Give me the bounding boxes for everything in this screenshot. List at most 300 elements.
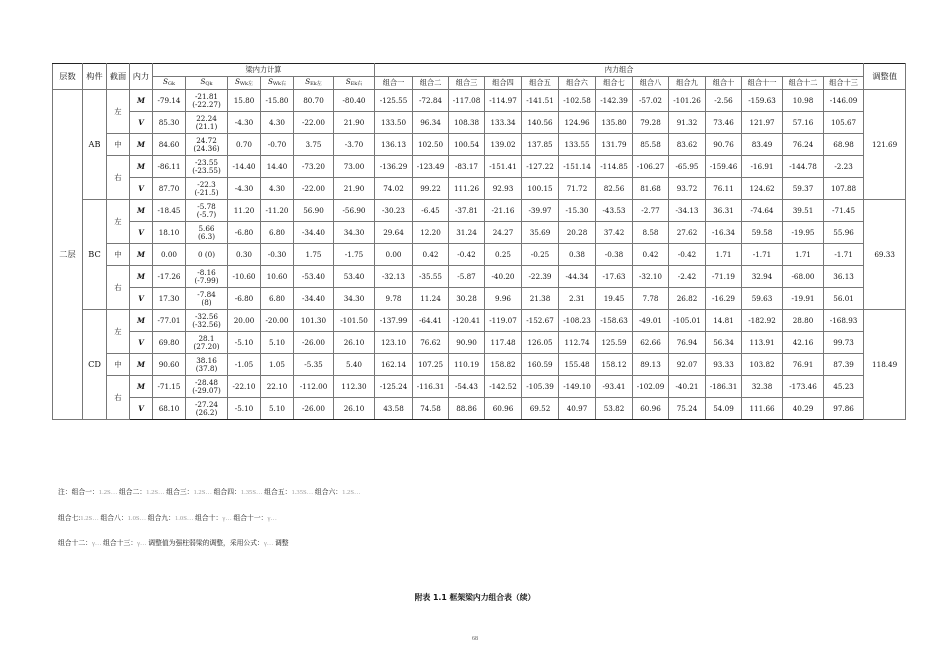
ek-right-cell: 53.40 — [334, 266, 375, 288]
ek-left-cell: -26.00 — [294, 332, 334, 354]
adjust-cell: 121.69 — [864, 90, 906, 200]
table-row — [53, 310, 906, 332]
combo-cell: -101.26 — [669, 90, 706, 112]
section-cell: 左 — [107, 90, 130, 134]
adjust-header: 调整值 — [864, 64, 906, 90]
combo-cell: -136.29 — [375, 156, 413, 178]
combo-cell: -125.55 — [375, 90, 413, 112]
formula-text: 1.2S… — [342, 489, 361, 496]
combo-cell: 107.88 — [824, 178, 864, 200]
combo-cell: -74.64 — [742, 200, 783, 222]
force-cell: M — [130, 310, 153, 332]
formula-text: 1.2S… — [146, 489, 167, 496]
section-cell: 中 — [107, 134, 130, 156]
formula-text: γ… — [222, 515, 234, 522]
table-row — [53, 332, 906, 354]
combo-cell: -65.95 — [669, 156, 706, 178]
gk-cell: 0.00 — [153, 244, 186, 266]
force-cell: V — [130, 178, 153, 200]
wk-right-cell: 5.10 — [261, 398, 294, 420]
wk-left-cell: -6.80 — [228, 288, 261, 310]
qk-alt-value: (26.2) — [195, 407, 218, 417]
combo-cell: -15.30 — [559, 200, 596, 222]
combo-cell: 93.33 — [706, 354, 742, 376]
gk-cell: 68.10 — [153, 398, 186, 420]
combo-cell: -49.01 — [633, 310, 669, 332]
note-text: 组合八： — [100, 515, 128, 522]
combo-cell: 68.98 — [824, 134, 864, 156]
combo-cell: -68.00 — [783, 266, 824, 288]
combo-cell: 43.58 — [375, 398, 413, 420]
gk-cell: -86.11 — [153, 156, 186, 178]
combo-cell: -40.20 — [485, 266, 522, 288]
combo-cell: 59.37 — [783, 178, 824, 200]
calc-col-subscript: Gk — [167, 81, 175, 88]
combo-cell: 0.25 — [485, 244, 522, 266]
table-row — [53, 288, 906, 310]
combo-cell: -16.34 — [706, 222, 742, 244]
wk-left-cell: -1.05 — [228, 354, 261, 376]
combo-cell: 40.97 — [559, 398, 596, 420]
combo-cell: 91.32 — [669, 112, 706, 134]
combo-cell: 36.13 — [824, 266, 864, 288]
qk-cell — [186, 354, 228, 376]
calc-col-header — [261, 77, 294, 90]
combo-cell: 93.72 — [669, 178, 706, 200]
qk-alt-value: (-32.56) — [192, 319, 221, 329]
force-cell: M — [130, 134, 153, 156]
combo-cell: 139.02 — [485, 134, 522, 156]
section-cell: 中 — [107, 354, 130, 376]
section-cell: 左 — [107, 200, 130, 244]
combo-cell: -159.46 — [706, 156, 742, 178]
table-row — [53, 354, 906, 376]
qk-value: 24.72 — [196, 135, 217, 145]
combo-cell: 26.82 — [669, 288, 706, 310]
note-text: 组合五： — [264, 489, 292, 496]
formula-text: 1.2S… — [193, 489, 214, 496]
combo-cell: -37.81 — [449, 200, 485, 222]
combo-cell: 76.24 — [783, 134, 824, 156]
combo-cell: -71.19 — [706, 266, 742, 288]
combo-cell: -72.84 — [413, 90, 449, 112]
calc-col-subscript: Ek左 — [310, 81, 322, 88]
combo-cell: 108.38 — [449, 112, 485, 134]
qk-cell — [186, 222, 228, 244]
calc-col-header — [294, 77, 334, 90]
section-cell: 中 — [107, 244, 130, 266]
combo-col-header: 组合十三 — [824, 77, 864, 90]
combo-cell: 19.45 — [596, 288, 633, 310]
combo-cell: -19.91 — [783, 288, 824, 310]
combo-cell: -43.53 — [596, 200, 633, 222]
qk-cell — [186, 244, 228, 266]
table-row — [53, 90, 906, 112]
table-row — [53, 266, 906, 288]
calc-col-subscript: Wk左 — [239, 81, 254, 88]
combo-cell: 126.05 — [522, 332, 559, 354]
combo-cell: 76.94 — [669, 332, 706, 354]
combo-cell: 36.31 — [706, 200, 742, 222]
calc-col-header — [334, 77, 375, 90]
qk-value: 5.66 — [198, 223, 215, 233]
qk-cell — [186, 310, 228, 332]
combo-cell: -21.16 — [485, 200, 522, 222]
note-text: 组合四： — [213, 489, 241, 496]
combo-cell: -114.85 — [596, 156, 633, 178]
calc-col-header — [153, 77, 186, 90]
combo-cell: 90.76 — [706, 134, 742, 156]
combo-cell: -64.41 — [413, 310, 449, 332]
ek-left-cell: 3.75 — [294, 134, 334, 156]
combo-cell: -106.27 — [633, 156, 669, 178]
combo-cell: 90.90 — [449, 332, 485, 354]
combo-cell: 2.31 — [559, 288, 596, 310]
combo-col-header: 组合十 — [706, 77, 742, 90]
combo-cell: -54.43 — [449, 376, 485, 398]
combo-cell: -168.93 — [824, 310, 864, 332]
combo-cell: -151.41 — [485, 156, 522, 178]
combo-cell: 53.82 — [596, 398, 633, 420]
combo-cell: -44.34 — [559, 266, 596, 288]
member-cell: AB — [83, 90, 107, 200]
combo-cell: 14.81 — [706, 310, 742, 332]
force-cell: V — [130, 398, 153, 420]
note-line-3 — [58, 537, 289, 547]
adjust-cell: 69.33 — [864, 200, 906, 310]
wk-right-cell: 4.30 — [261, 178, 294, 200]
combo-cell: 103.82 — [742, 354, 783, 376]
qk-cell — [186, 156, 228, 178]
combo-cell: -34.13 — [669, 200, 706, 222]
note-line-2 — [58, 512, 277, 522]
qk-alt-value: (-5.7) — [196, 209, 217, 219]
combo-cell: 110.19 — [449, 354, 485, 376]
combo-cell: 0.38 — [559, 244, 596, 266]
combo-cell: -71.45 — [824, 200, 864, 222]
combo-cell: 37.42 — [596, 222, 633, 244]
combo-cell: -173.46 — [783, 376, 824, 398]
combo-cell: 117.48 — [485, 332, 522, 354]
combo-cell: 85.58 — [633, 134, 669, 156]
formula-text: 1.0S… — [127, 515, 148, 522]
ek-right-cell: -56.90 — [334, 200, 375, 222]
combo-cell: -137.99 — [375, 310, 413, 332]
table-row — [53, 222, 906, 244]
combo-cell: -2.42 — [669, 266, 706, 288]
combo-cell: 32.38 — [742, 376, 783, 398]
qk-cell — [186, 200, 228, 222]
combo-cell: 133.50 — [375, 112, 413, 134]
note-text: 组合七: — [58, 515, 81, 522]
force-cell: M — [130, 266, 153, 288]
wk-left-cell: 11.20 — [228, 200, 261, 222]
combo-cell: -0.42 — [449, 244, 485, 266]
combo-cell: 42.16 — [783, 332, 824, 354]
member-header: 构件 — [83, 64, 107, 90]
combo-cell: 102.50 — [413, 134, 449, 156]
formula-text: 1.35S… — [291, 489, 315, 496]
note-text: 组合六： — [314, 489, 343, 496]
force-cell: M — [130, 156, 153, 178]
combo-cell: -105.39 — [522, 376, 559, 398]
ek-left-cell: -34.40 — [294, 288, 334, 310]
beam-force-combination-table — [52, 63, 906, 420]
qk-value: -32.56 — [194, 311, 218, 321]
wk-right-cell: -15.80 — [261, 90, 294, 112]
force-cell: V — [130, 222, 153, 244]
combo-cell: 121.97 — [742, 112, 783, 134]
combo-cell: 0.00 — [375, 244, 413, 266]
combo-cell: -149.10 — [559, 376, 596, 398]
qk-cell — [186, 288, 228, 310]
ek-right-cell: 34.30 — [334, 222, 375, 244]
qk-value: 22.24 — [196, 113, 217, 123]
combo-cell: 83.62 — [669, 134, 706, 156]
combo-cell: 96.34 — [413, 112, 449, 134]
combo-cell: 113.91 — [742, 332, 783, 354]
combo-cell: 162.14 — [375, 354, 413, 376]
ek-right-cell: -101.50 — [334, 310, 375, 332]
combo-cell: -105.01 — [669, 310, 706, 332]
floor-header: 层数 — [53, 64, 83, 90]
combo-cell: -144.78 — [783, 156, 824, 178]
combo-cell: 31.24 — [449, 222, 485, 244]
combo-cell: 158.12 — [596, 354, 633, 376]
force-header: 内力 — [130, 64, 153, 90]
wk-right-cell: 14.40 — [261, 156, 294, 178]
ek-right-cell: 21.90 — [334, 112, 375, 134]
wk-left-cell: -10.60 — [228, 266, 261, 288]
combo-cell: 99.73 — [824, 332, 864, 354]
qk-value: 0 (0) — [197, 249, 216, 259]
combo-cell: -2.56 — [706, 90, 742, 112]
combo-cell: 81.68 — [633, 178, 669, 200]
combo-cell: 75.24 — [669, 398, 706, 420]
combo-cell: -125.24 — [375, 376, 413, 398]
combo-cell: 155.48 — [559, 354, 596, 376]
wk-left-cell: -6.80 — [228, 222, 261, 244]
combo-cell: -1.71 — [742, 244, 783, 266]
qk-value: 38.16 — [196, 355, 217, 365]
ek-right-cell: -80.40 — [334, 90, 375, 112]
ek-right-cell: 34.30 — [334, 288, 375, 310]
force-cell: M — [130, 244, 153, 266]
table-row — [53, 112, 906, 134]
header-row-2 — [53, 77, 906, 90]
combo-cell: 92.93 — [485, 178, 522, 200]
wk-right-cell: -0.30 — [261, 244, 294, 266]
combo-cell: -108.23 — [559, 310, 596, 332]
combo-group-header: 内力组合 — [375, 64, 864, 77]
combo-cell: 137.85 — [522, 134, 559, 156]
combo-cell: -32.13 — [375, 266, 413, 288]
combo-col-header: 组合十一 — [742, 77, 783, 90]
combo-cell: 54.09 — [706, 398, 742, 420]
qk-alt-value: (37.8) — [195, 363, 218, 373]
combo-cell: -152.67 — [522, 310, 559, 332]
table-caption: 附表 1.1 框架梁内力组合表（续） — [414, 593, 536, 602]
wk-left-cell: -4.30 — [228, 112, 261, 134]
force-cell: M — [130, 376, 153, 398]
calc-col-header — [186, 77, 228, 90]
combo-cell: -57.02 — [633, 90, 669, 112]
table-row — [53, 200, 906, 222]
ek-right-cell: -3.70 — [334, 134, 375, 156]
combo-cell: 11.24 — [413, 288, 449, 310]
qk-value: -23.55 — [194, 157, 218, 167]
wk-left-cell: 0.70 — [228, 134, 261, 156]
combo-cell: 0.42 — [413, 244, 449, 266]
qk-alt-value: (-7.99) — [194, 275, 219, 285]
ek-left-cell: -5.35 — [294, 354, 334, 376]
combo-col-header: 组合二 — [413, 77, 449, 90]
ek-right-cell: 26.10 — [334, 398, 375, 420]
combo-cell: 10.98 — [783, 90, 824, 112]
combo-cell: 105.67 — [824, 112, 864, 134]
combo-cell: -142.39 — [596, 90, 633, 112]
combo-cell: 1.71 — [783, 244, 824, 266]
combo-cell: 28.80 — [783, 310, 824, 332]
combo-cell: 76.11 — [706, 178, 742, 200]
combo-cell: 12.20 — [413, 222, 449, 244]
combo-cell: 74.02 — [375, 178, 413, 200]
combo-cell: -35.55 — [413, 266, 449, 288]
combo-cell: 8.58 — [633, 222, 669, 244]
combo-col-header: 组合九 — [669, 77, 706, 90]
combo-cell: -119.07 — [485, 310, 522, 332]
combo-cell: 133.34 — [485, 112, 522, 134]
note-line-1 — [58, 486, 361, 496]
note-text: 调整 — [274, 540, 289, 547]
combo-cell: 97.86 — [824, 398, 864, 420]
note-text: 组合三： — [166, 489, 194, 496]
combo-cell: 111.66 — [742, 398, 783, 420]
member-cell: BC — [83, 200, 107, 310]
formula-text: 1.2S… — [80, 515, 101, 522]
combo-cell: 21.38 — [522, 288, 559, 310]
combo-cell: 39.51 — [783, 200, 824, 222]
combo-cell: 83.49 — [742, 134, 783, 156]
combo-cell: -186.31 — [706, 376, 742, 398]
qk-cell — [186, 266, 228, 288]
floor-cell: 二层 — [53, 90, 83, 420]
calc-col-symbol: S — [163, 77, 168, 87]
qk-alt-value: (-22.27) — [192, 99, 221, 109]
formula-text: γ… — [267, 515, 277, 522]
combo-cell: 73.46 — [706, 112, 742, 134]
wk-left-cell: -5.10 — [228, 332, 261, 354]
combo-cell: -116.31 — [413, 376, 449, 398]
combo-cell: 9.96 — [485, 288, 522, 310]
qk-alt-value: (6.3) — [197, 231, 216, 241]
calc-group-header: 梁内力计算 — [153, 64, 375, 77]
combo-cell: 135.80 — [596, 112, 633, 134]
force-cell: V — [130, 288, 153, 310]
combo-cell: -120.41 — [449, 310, 485, 332]
calc-col-symbol: S — [234, 77, 240, 87]
combo-cell: 99.22 — [413, 178, 449, 200]
combo-cell: -32.10 — [633, 266, 669, 288]
combo-cell: 24.27 — [485, 222, 522, 244]
combo-col-header: 组合十二 — [783, 77, 824, 90]
combo-cell: 9.78 — [375, 288, 413, 310]
force-cell: M — [130, 200, 153, 222]
ek-left-cell: 101.30 — [294, 310, 334, 332]
combo-cell: -93.41 — [596, 376, 633, 398]
combo-cell: 131.79 — [596, 134, 633, 156]
qk-alt-value: (8) — [201, 297, 212, 307]
member-cell: CD — [83, 310, 107, 420]
combo-cell: 136.13 — [375, 134, 413, 156]
ek-left-cell: -22.00 — [294, 178, 334, 200]
combo-cell: 123.10 — [375, 332, 413, 354]
combo-cell: 29.64 — [375, 222, 413, 244]
combo-cell: 124.96 — [559, 112, 596, 134]
qk-cell — [186, 112, 228, 134]
combo-cell: 88.86 — [449, 398, 485, 420]
force-cell: V — [130, 112, 153, 134]
adjust-cell: 118.49 — [864, 310, 906, 420]
force-cell: M — [130, 354, 153, 376]
combo-cell: 20.28 — [559, 222, 596, 244]
combo-cell: -39.97 — [522, 200, 559, 222]
combo-cell: 100.54 — [449, 134, 485, 156]
gk-cell: 87.70 — [153, 178, 186, 200]
qk-value: -28.48 — [194, 377, 218, 387]
qk-alt-value: (21.1) — [195, 121, 218, 131]
combo-cell: -123.49 — [413, 156, 449, 178]
note-text: 组合十二： — [58, 540, 92, 547]
ek-right-cell: 73.00 — [334, 156, 375, 178]
table-row — [53, 376, 906, 398]
combo-cell: -6.45 — [413, 200, 449, 222]
combo-cell: 71.72 — [559, 178, 596, 200]
combo-cell: -17.63 — [596, 266, 633, 288]
combo-cell: 7.78 — [633, 288, 669, 310]
wk-left-cell: 0.30 — [228, 244, 261, 266]
gk-cell: 18.10 — [153, 222, 186, 244]
combo-cell: -5.87 — [449, 266, 485, 288]
calc-col-subscript: Wk右 — [272, 81, 287, 88]
combo-cell: -158.63 — [596, 310, 633, 332]
section-cell: 右 — [107, 376, 130, 420]
formula-text: 1.35S… — [240, 489, 265, 496]
combo-col-header: 组合六 — [559, 77, 596, 90]
combo-cell: 79.28 — [633, 112, 669, 134]
combo-cell: -16.91 — [742, 156, 783, 178]
combo-cell: 112.74 — [559, 332, 596, 354]
qk-value: -27.24 — [194, 399, 218, 409]
qk-cell — [186, 332, 228, 354]
ek-right-cell: 21.90 — [334, 178, 375, 200]
combo-cell: -2.77 — [633, 200, 669, 222]
combo-cell: -114.97 — [485, 90, 522, 112]
ek-right-cell: 5.40 — [334, 354, 375, 376]
note-text: 组合十一： — [233, 515, 268, 522]
combo-cell: -102.58 — [559, 90, 596, 112]
combo-cell: -117.08 — [449, 90, 485, 112]
combo-cell: 59.58 — [742, 222, 783, 244]
combo-cell: 35.69 — [522, 222, 559, 244]
section-header: 截面 — [107, 64, 130, 90]
calc-col-subscript: Qk — [205, 81, 213, 88]
qk-value: 28.1 — [198, 333, 215, 343]
combo-cell: 158.82 — [485, 354, 522, 376]
combo-cell: 57.16 — [783, 112, 824, 134]
combo-cell: 27.62 — [669, 222, 706, 244]
combo-cell: 55.96 — [824, 222, 864, 244]
